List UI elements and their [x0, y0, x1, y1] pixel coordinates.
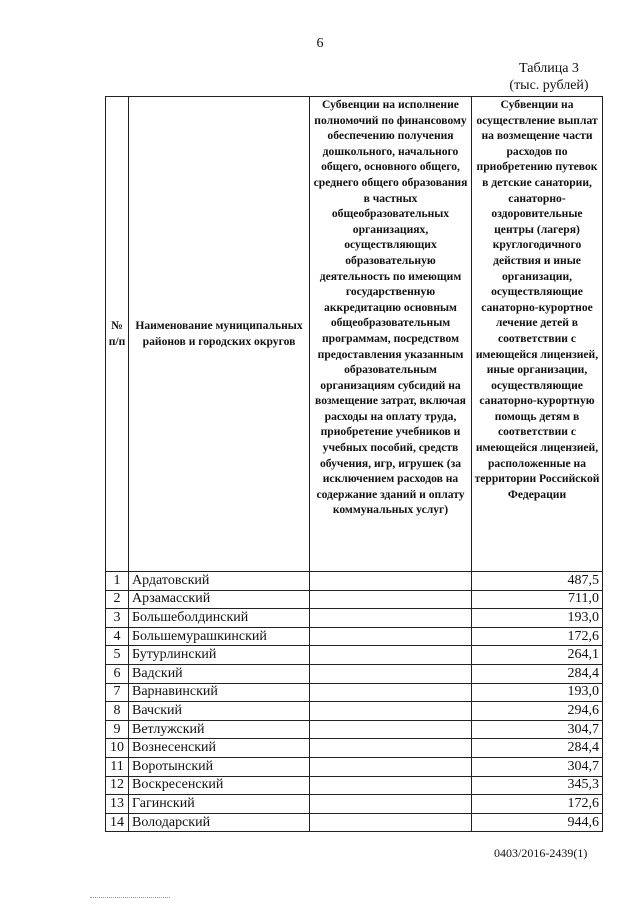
private-education-value [310, 683, 472, 702]
sanatorium-voucher-value: 345,3 [472, 776, 603, 795]
row-number: 7 [106, 683, 129, 702]
private-education-value [310, 572, 472, 591]
row-number: 6 [106, 664, 129, 683]
sanatorium-voucher-value: 172,6 [472, 795, 603, 814]
table-row [106, 609, 603, 628]
sanatorium-voucher-value: 711,0 [472, 590, 603, 609]
document-code: 0403/2016-2439(1) [494, 846, 588, 860]
private-education-value [310, 646, 472, 665]
private-education-value [310, 720, 472, 739]
table-row [106, 627, 603, 646]
municipality-name: Вачский [129, 702, 310, 721]
sanatorium-voucher-value: 172,6 [472, 627, 603, 646]
municipality-name: Воротынский [129, 757, 310, 776]
table-row [106, 757, 603, 776]
table-row [106, 646, 603, 665]
scan-artifact [90, 897, 170, 901]
table-title: Таблица 3 [519, 61, 579, 76]
row-number: 8 [106, 702, 129, 721]
municipality-name: Ардатовский [129, 572, 310, 591]
row-number: 4 [106, 627, 129, 646]
municipality-name: Вознесенский [129, 739, 310, 758]
row-number: 3 [106, 609, 129, 628]
sanatorium-voucher-value: 193,0 [472, 609, 603, 628]
municipality-name: Бутурлинский [129, 646, 310, 665]
private-education-value [310, 757, 472, 776]
table-row [106, 813, 603, 832]
sanatorium-voucher-value: 264,1 [472, 646, 603, 665]
row-number: 2 [106, 590, 129, 609]
row-number: 1 [106, 572, 129, 591]
sanatorium-voucher-value: 294,6 [472, 702, 603, 721]
municipality-name: Варнавинский [129, 683, 310, 702]
header-municipality: Наименование муниципальных районов и городских округов [129, 97, 310, 572]
table-row [106, 664, 603, 683]
municipality-name: Воскресенский [129, 776, 310, 795]
table-row [106, 590, 603, 609]
private-education-value [310, 702, 472, 721]
municipality-name: Ветлужский [129, 720, 310, 739]
row-number: 12 [106, 776, 129, 795]
private-education-value [310, 776, 472, 795]
table-row [106, 720, 603, 739]
private-education-value [310, 609, 472, 628]
municipality-name: Гагинский [129, 795, 310, 814]
row-number: 9 [106, 720, 129, 739]
table-row [106, 739, 603, 758]
sanatorium-voucher-value: 487,5 [472, 572, 603, 591]
sanatorium-voucher-value: 193,0 [472, 683, 603, 702]
header-private-education-subvention: Субвенции на исполнение полномочий по финансовому обеспечению получения дошкольного, начального общего, основного общего, среднего общего образования в частных общеобразовательных организациях, осуществляющих образовательную деятельность по имеющим государственную аккредитацию основным общеобразовательным программам, посредством предоставления указанным образовательным организациям субсидий на возмещение затрат, включая расходы на оплату труда, приобретение учебников и учебных пособий, средств обучения, игр, игрушек (за исключением расходов на содержание зданий и оплату коммунальных услуг) [310, 97, 472, 572]
table-row [106, 776, 603, 795]
header-sanatorium-voucher-subvention: Субвенции на осуществление выплат на возмещение части расходов по приобретению путевок в детские санатории, санаторно-оздоровительные центры (лагеря) круглогодичного действия и иные организации, осуществляющие санаторно-курортное лечение детей в соответствии с имеющейся лицензией, иные организации, осуществляющие санаторно-курортную помощь детям в соответствии с имеющейся лицензией, расположенные на территории Российской Федерации [472, 97, 603, 572]
row-number: 11 [106, 757, 129, 776]
page-number: 6 [316, 36, 324, 51]
table-row [106, 683, 603, 702]
table-body [106, 572, 603, 832]
municipality-name: Володарский [129, 813, 310, 832]
sanatorium-voucher-value: 944,6 [472, 813, 603, 832]
table-units: (тыс. рублей) [509, 78, 589, 93]
row-number: 13 [106, 795, 129, 814]
row-number: 5 [106, 646, 129, 665]
table-row [106, 702, 603, 721]
table-header-row [106, 97, 603, 572]
sanatorium-voucher-value: 304,7 [472, 757, 603, 776]
private-education-value [310, 795, 472, 814]
sanatorium-voucher-value: 304,7 [472, 720, 603, 739]
private-education-value [310, 664, 472, 683]
private-education-value [310, 590, 472, 609]
subventions-table [105, 96, 603, 832]
table-row [106, 572, 603, 591]
table-row [106, 795, 603, 814]
sanatorium-voucher-value: 284,4 [472, 664, 603, 683]
private-education-value [310, 813, 472, 832]
municipality-name: Арзамасский [129, 590, 310, 609]
table-caption [494, 60, 604, 94]
row-number: 10 [106, 739, 129, 758]
municipality-name: Большеболдинский [129, 609, 310, 628]
row-number: 14 [106, 813, 129, 832]
sanatorium-voucher-value: 284,4 [472, 739, 603, 758]
private-education-value [310, 627, 472, 646]
private-education-value [310, 739, 472, 758]
municipality-name: Вадский [129, 664, 310, 683]
municipality-name: Большемурашкинский [129, 627, 310, 646]
header-number: № п/п [106, 97, 129, 572]
